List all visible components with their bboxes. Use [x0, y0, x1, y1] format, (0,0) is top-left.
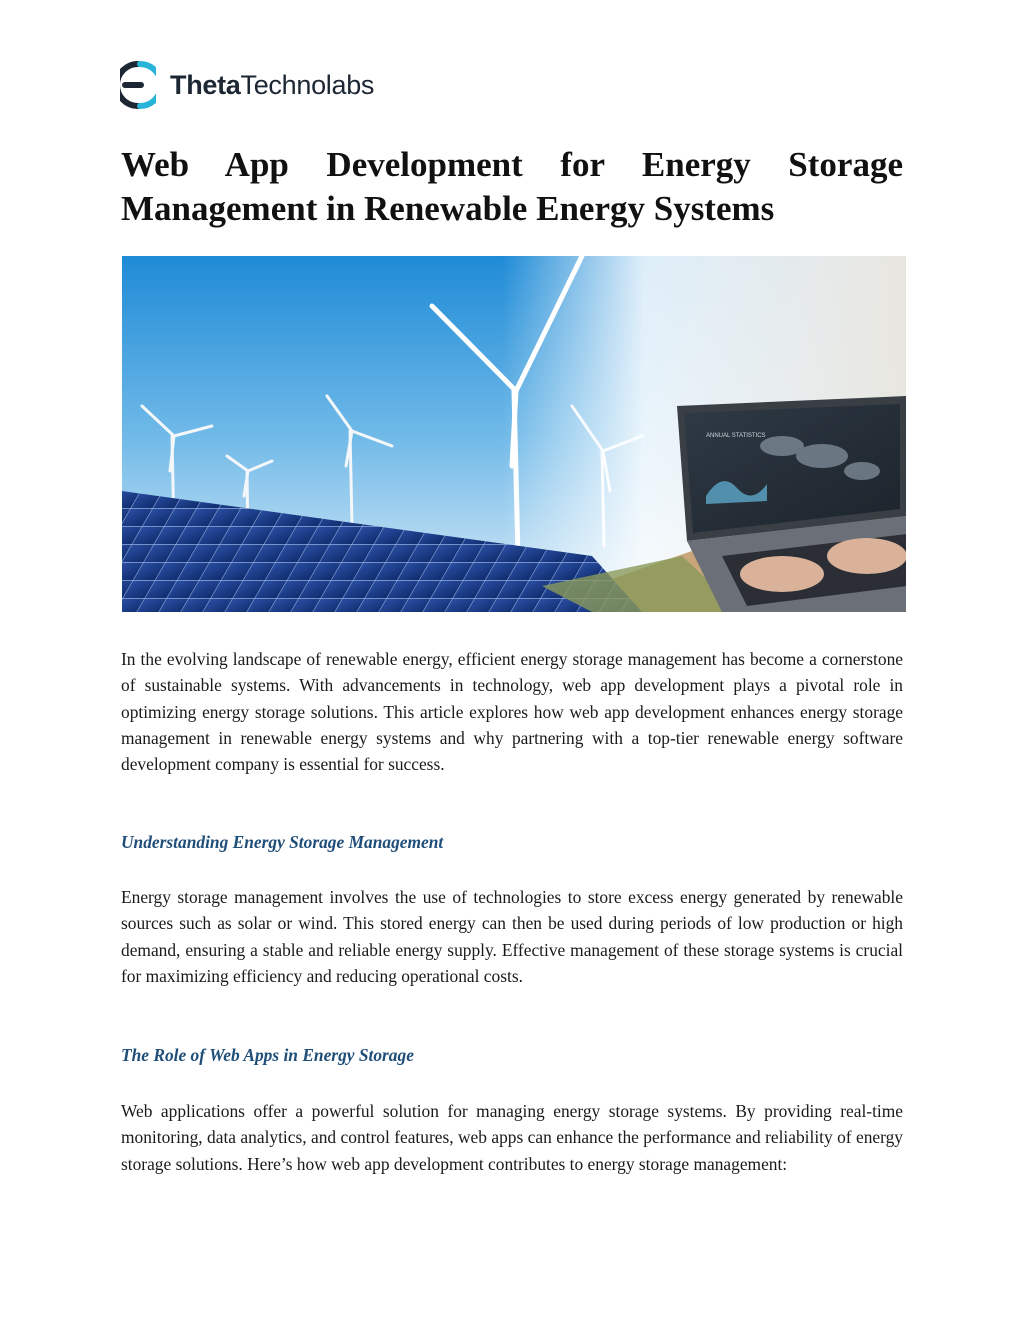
- title-line-1: Web App Development for Energy Storage: [121, 145, 903, 184]
- brand-name: [170, 70, 374, 101]
- intro-paragraph: In the evolving landscape of renewable energy, efficient energy storage management has become a cornerstone of sustainable systems. With advancements in technology, web app development plays a pivotal role in optimizing energy storage solutions. This article explores how web app development enhances energy storage management in renewable energy systems and why partnering with a top-tier renewable energy software development company is essential for success.: [121, 649, 903, 775]
- page-title: [121, 143, 903, 231]
- brand-name-light: Technolabs: [240, 69, 375, 100]
- screen-heading: ANNUAL STATISTICS: [706, 433, 766, 439]
- renewable-energy-illustration: [122, 256, 906, 612]
- hero-image: [122, 256, 906, 612]
- theta-logo-icon: [120, 60, 156, 110]
- brand-name-bold: Theta: [170, 69, 241, 100]
- brand-logo: [120, 60, 374, 110]
- section-heading-web-apps-role: The Role of Web Apps in Energy Storage: [121, 1045, 414, 1065]
- section-heading-storage-management: Understanding Energy Storage Management: [121, 832, 444, 852]
- title-line-2: Management in Renewable Energy Systems: [121, 189, 775, 228]
- section-paragraph-storage-management: Energy storage management involves the use of technologies to store excess energy generated by renewable sources such as solar or wind. This stored energy can then be used during periods of low production or high demand, ensuring a stable and reliable energy supply. Effective management of these storage systems is crucial for maximizing efficiency and reducing operational costs.: [121, 887, 903, 986]
- section-paragraph-web-apps-role: Web applications offer a powerful solution for managing energy storage systems. By providing real-time monitoring, data analytics, and control features, web apps can enhance the performance and reliability of energy storage solutions. Here’s how web app development contributes to energy storage management:: [121, 1101, 903, 1174]
